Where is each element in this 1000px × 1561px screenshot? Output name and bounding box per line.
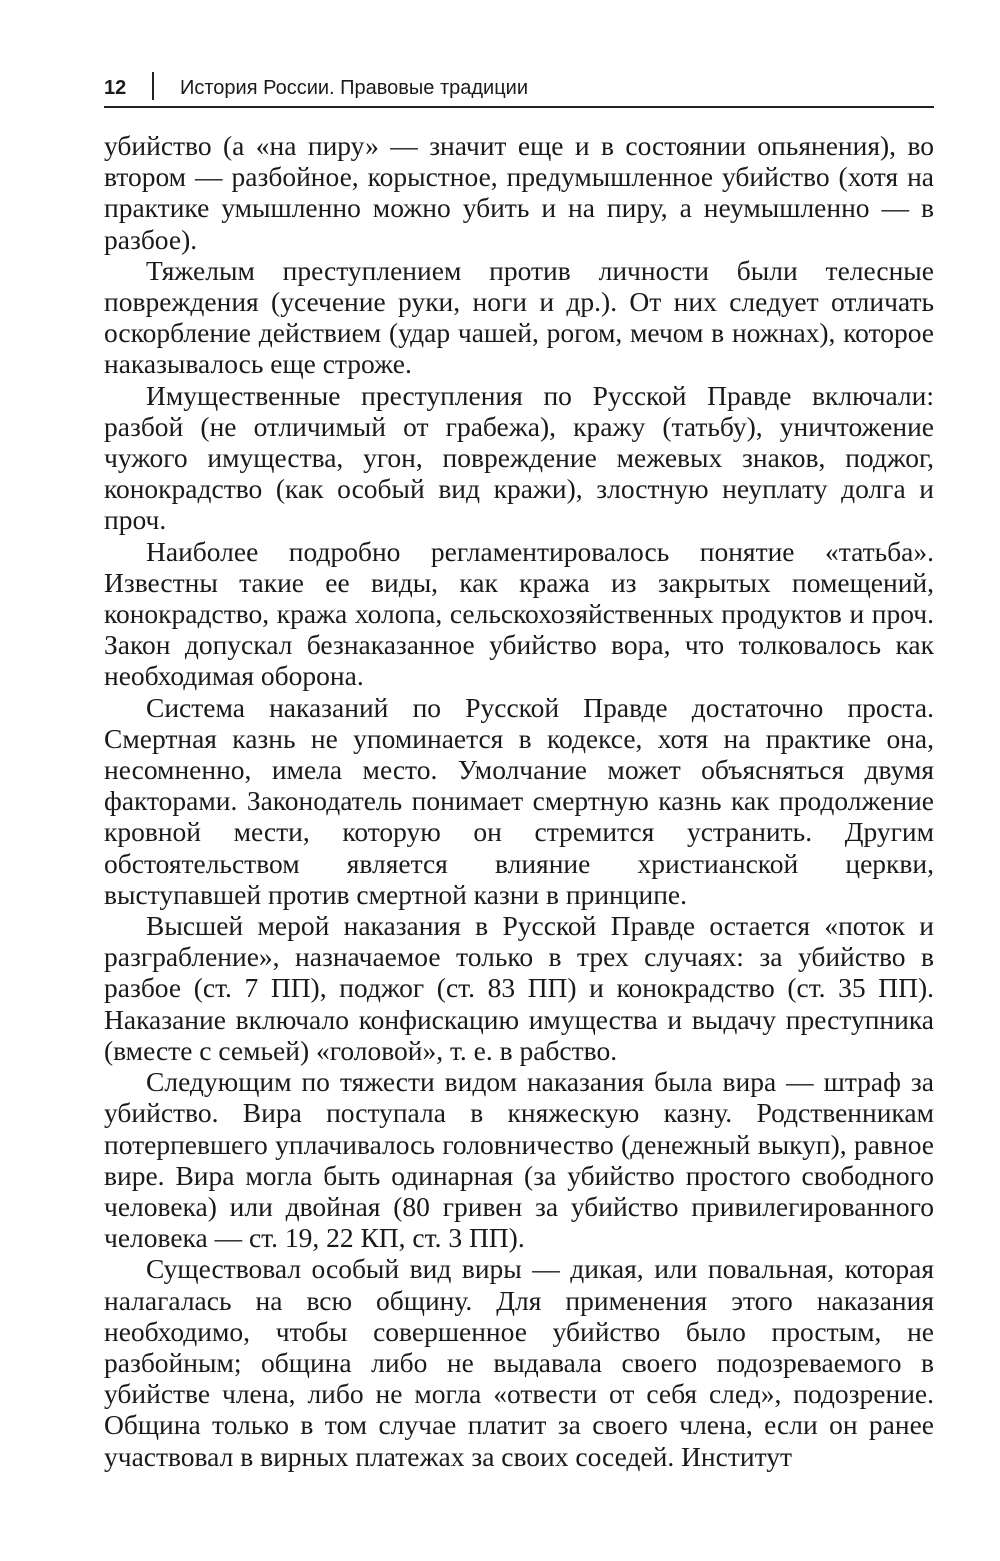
running-header <box>104 72 934 108</box>
paragraph: убийство (а «на пиру» — значит еще и в состоянии опьянения), во втором — разбойное, корыстное, предумышленное убийство (хотя на практике умышленно можно убить и на пиру, а неумышленно — в разбое). <box>104 130 934 255</box>
paragraph: Следующим по тяжести видом наказания была вира — штраф за убийство. Вира поступала в княжескую казну. Родственникам потерпевшего уплачивалось головничество (денежный выкуп), равное вире. Вира могла быть одинарная (за убийство простого свободного человека) или двойная (80 гривен за убийство привилегированного человека — ст. 19, 22 КП, ст. 3 ПП). <box>104 1066 934 1254</box>
running-title: История России. Правовые традиции <box>180 77 529 99</box>
header-separator <box>152 72 154 100</box>
paragraph: Система наказаний по Русской Правде достаточно проста. Смертная казнь не упоминается в кодексе, хотя на практике она, несомненно, имела место. Умолчание может объясняться двумя факторами. Законодатель понимает смертную казнь как продолжение кровной мести, которую он стремится устранить. Другим обстоятельством является влияние христианской церкви, выступавшей против смертной казни в принципе. <box>104 691 934 910</box>
paragraph: Наиболее подробно регламентировалось понятие «татьба». Известны такие ее виды, как кража из закрытых помещений, конокрадство, кража холопа, сельскохозяйственных продуктов и проч. Закон допускал безнаказанное убийство вора, что толковалось как необходимая оборона. <box>104 535 934 692</box>
body-text <box>104 130 934 1472</box>
paragraph: Существовал особый вид виры — дикая, или повальная, которая налагалась на всю общину. Для применения этого наказания необходимо, чтобы совершенное убийство было простым, не разбойным; община либо не выдавала своего подозреваемого в убийстве члена, либо не могла «отвести от себя след», подозрение. Община только в том случае платит за своего члена, если он ранее участвовал в вирных платежах за своих соседей. Институт <box>104 1253 934 1472</box>
page-number: 12 <box>104 77 127 99</box>
paragraph: Высшей мерой наказания в Русской Правде остается «поток и разграбление», назначаемое только в трех случаях: за убийство в разбое (ст. 7 ПП), поджог (ст. 83 ПП) и конокрадство (ст. 35 ПП). Наказание включало конфискацию имущества и выдачу преступника (вместе с семьей) «головой», т. е. в рабство. <box>104 910 934 1066</box>
paragraph: Имущественные преступления по Русской Правде включали: разбой (не отличимый от грабежа), кражу (татьбу), уничтожение чужого имущества, угон, повреждение межевых знаков, поджог, конокрадство (как особый вид кражи), злостную неуплату долга и проч. <box>104 379 934 536</box>
paragraph: Тяжелым преступлением против личности были телесные повреждения (усечение руки, ноги и др.). От них следует отличать оскорбление действием (удар чашей, рогом, мечом в ножнах), которое наказывалось еще строже. <box>104 254 934 380</box>
